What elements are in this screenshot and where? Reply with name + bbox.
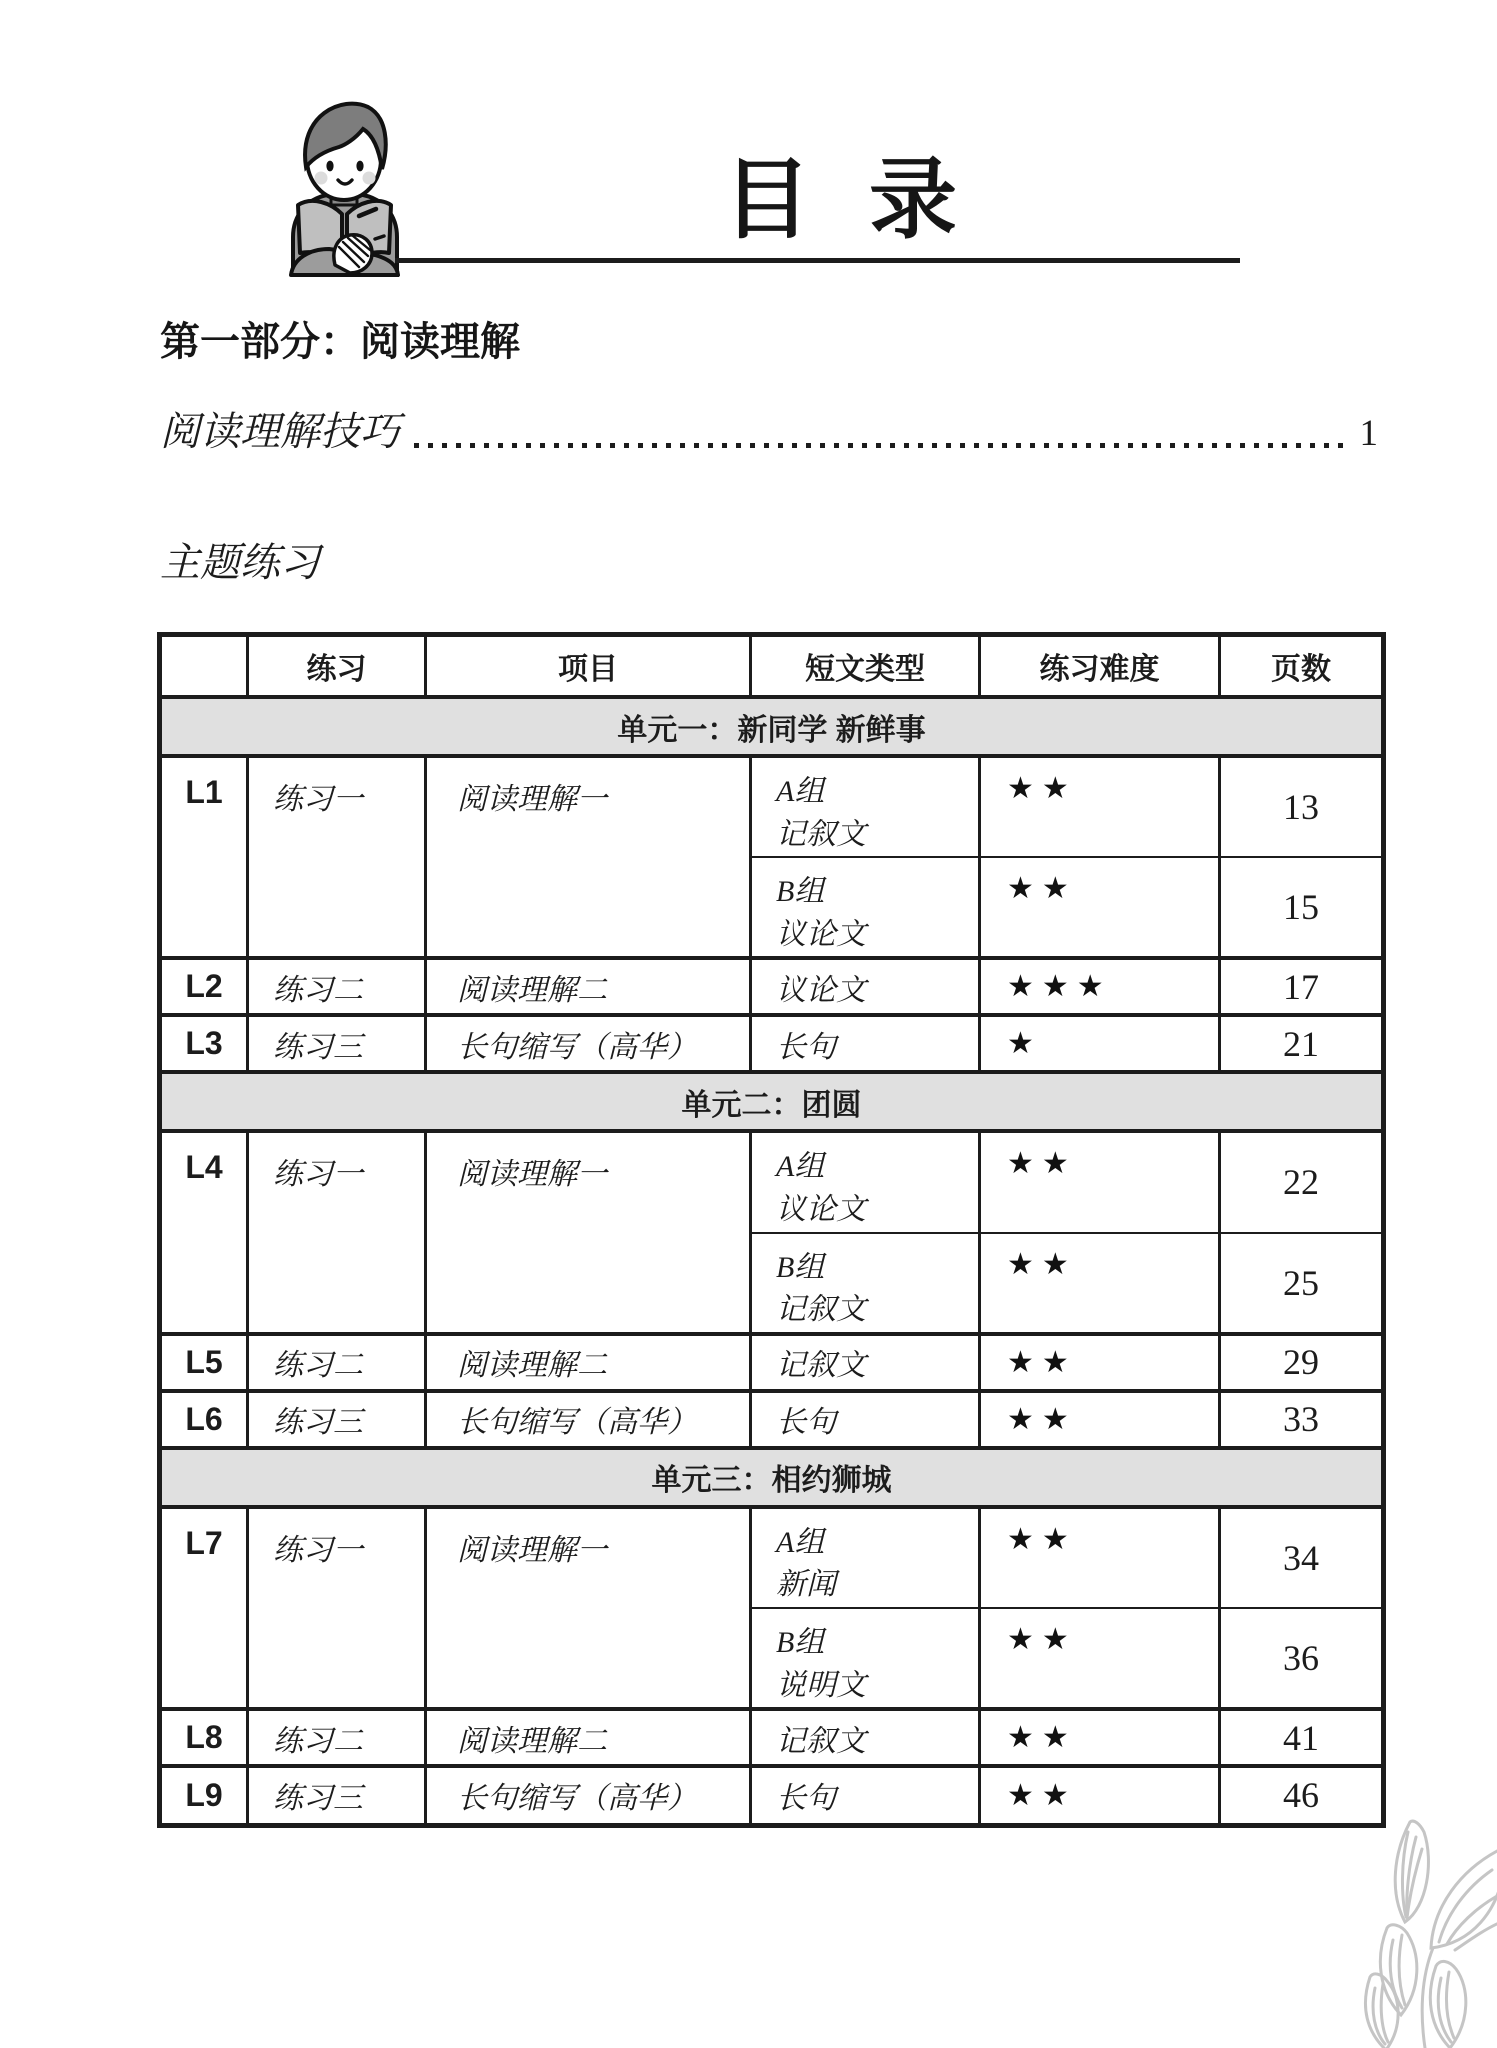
difficulty-cell [980, 1608, 1220, 1709]
table-row [160, 1015, 1384, 1072]
genre-group: B组 [776, 1250, 825, 1284]
difficulty-cell [980, 1507, 1220, 1608]
lesson-id-cell: L1 [160, 756, 248, 958]
genre-cell: 议论文 [751, 958, 980, 1015]
item-cell: 阅读理解一 [426, 1507, 751, 1709]
difficulty-cell [980, 756, 1220, 857]
page-number-cell: 41 [1220, 1709, 1384, 1766]
difficulty-stars: ★★ [1007, 1401, 1077, 1437]
table-row [160, 1334, 1384, 1391]
difficulty-cell [980, 1766, 1220, 1825]
lesson-id-cell: L3 [160, 1015, 248, 1072]
exercise-cell: 练习二 [248, 1334, 426, 1391]
difficulty-stars: ★★ [1007, 1344, 1077, 1380]
item-cell: 阅读理解一 [426, 756, 751, 958]
exercise-cell: 练习一 [248, 1131, 426, 1333]
unit-header-row [160, 697, 1384, 756]
difficulty-stars: ★★ [1007, 871, 1077, 907]
genre-group: B组 [776, 1625, 825, 1659]
toc-dot-leader [414, 408, 1352, 448]
genre-group: B组 [776, 875, 825, 909]
lesson-id-cell: L6 [160, 1391, 248, 1448]
column-header-exercise: 练习 [248, 635, 426, 698]
genre-cell [751, 1233, 980, 1334]
column-header-genre: 短文类型 [751, 635, 980, 698]
table-header-row [160, 635, 1384, 698]
lesson-id-cell: L2 [160, 958, 248, 1015]
item-cell: 阅读理解二 [426, 958, 751, 1015]
lesson-id-cell: L4 [160, 1131, 248, 1333]
column-header-difficulty: 练习难度 [980, 635, 1220, 698]
page-number-cell: 15 [1220, 857, 1384, 958]
unit-header-row [160, 1072, 1384, 1131]
genre-group: A组 [776, 1525, 825, 1559]
page-number-cell: 36 [1220, 1608, 1384, 1709]
page-number-cell: 21 [1220, 1015, 1384, 1072]
table-row [160, 1131, 1384, 1232]
difficulty-cell [980, 1233, 1220, 1334]
lesson-id-cell: L7 [160, 1507, 248, 1709]
column-header-page: 页数 [1220, 635, 1384, 698]
title-underline [395, 258, 1240, 263]
genre-cell [751, 1507, 980, 1608]
difficulty-cell [980, 1391, 1220, 1448]
toc-entry [160, 408, 1378, 455]
page-number-cell: 29 [1220, 1334, 1384, 1391]
difficulty-cell [980, 1015, 1220, 1072]
difficulty-cell [980, 857, 1220, 958]
genre-cell [751, 1608, 980, 1709]
genre-type: 议论文 [776, 917, 866, 951]
genre-type: 议论文 [776, 1192, 866, 1226]
column-header-blank [160, 635, 248, 698]
lesson-id-cell: L8 [160, 1709, 248, 1766]
difficulty-stars: ★★ [1007, 771, 1077, 806]
difficulty-stars: ★★ [1007, 1146, 1077, 1182]
genre-cell [751, 1131, 980, 1232]
item-cell: 长句缩写（高华） [426, 1015, 751, 1072]
genre-group: A组 [776, 775, 825, 808]
exercise-cell: 练习三 [248, 1015, 426, 1072]
table-row [160, 1766, 1384, 1825]
genre-cell [751, 857, 980, 958]
difficulty-cell [980, 1131, 1220, 1232]
item-cell: 长句缩写（高华） [426, 1766, 751, 1825]
item-cell: 阅读理解二 [426, 1709, 751, 1766]
exercise-cell: 练习三 [248, 1391, 426, 1448]
page-title [690, 153, 990, 250]
reader-illustration-icon [283, 86, 407, 278]
genre-type: 说明文 [776, 1668, 866, 1702]
difficulty-stars: ★ [1007, 1026, 1042, 1062]
item-cell: 长句缩写（高华） [426, 1391, 751, 1448]
page-number-cell: 13 [1220, 756, 1384, 857]
lesson-id-cell: L9 [160, 1766, 248, 1825]
table-row [160, 1709, 1384, 1766]
exercise-cell: 练习三 [248, 1766, 426, 1825]
table-row [160, 756, 1384, 857]
lesson-id-cell: L5 [160, 1334, 248, 1391]
table-row [160, 958, 1384, 1015]
toc-entry-label: 阅读理解技巧 [160, 409, 400, 454]
genre-cell [751, 756, 980, 857]
exercise-cell: 练习二 [248, 958, 426, 1015]
leaf-watermark-icon [1275, 1816, 1497, 2048]
subheading: 主题练习 [160, 540, 320, 585]
unit-title: 单元二：团圆 [160, 1072, 1384, 1131]
part-heading: 第一部分：阅读理解 [160, 320, 520, 364]
genre-type: 记叙文 [776, 817, 866, 851]
difficulty-stars: ★★ [1007, 1621, 1077, 1657]
difficulty-stars: ★★ [1007, 1246, 1077, 1282]
item-cell: 阅读理解一 [426, 1131, 751, 1333]
unit-title: 单元三：相约狮城 [160, 1448, 1384, 1507]
difficulty-stars: ★★★ [1007, 969, 1112, 1005]
page-number-cell: 33 [1220, 1391, 1384, 1448]
difficulty-stars: ★★ [1007, 1777, 1077, 1813]
page-number-cell: 34 [1220, 1507, 1384, 1608]
difficulty-stars: ★★ [1007, 1720, 1077, 1756]
genre-type: 新闻 [776, 1568, 836, 1602]
page-title-char: 目 [722, 153, 811, 250]
genre-group: A组 [776, 1150, 825, 1184]
column-header-item: 项目 [426, 635, 751, 698]
genre-cell: 记叙文 [751, 1709, 980, 1766]
contents-table [157, 632, 1386, 1828]
genre-cell: 长句 [751, 1766, 980, 1825]
page-number-cell: 17 [1220, 958, 1384, 1015]
difficulty-cell [980, 958, 1220, 1015]
exercise-cell: 练习二 [248, 1709, 426, 1766]
page-number-cell: 46 [1220, 1766, 1384, 1825]
item-cell: 阅读理解二 [426, 1334, 751, 1391]
genre-cell: 长句 [751, 1391, 980, 1448]
table-row [160, 1507, 1384, 1608]
genre-type: 记叙文 [776, 1293, 866, 1327]
difficulty-stars: ★★ [1007, 1521, 1077, 1557]
page-number-cell: 25 [1220, 1233, 1384, 1334]
page-title-char: 录 [869, 153, 958, 250]
unit-header-row [160, 1448, 1384, 1507]
toc-entry-page-number: 1 [1359, 413, 1378, 455]
genre-cell: 记叙文 [751, 1334, 980, 1391]
difficulty-cell [980, 1709, 1220, 1766]
table-row [160, 1391, 1384, 1448]
exercise-cell: 练习一 [248, 756, 426, 958]
exercise-cell: 练习一 [248, 1507, 426, 1709]
unit-title: 单元一：新同学 新鲜事 [160, 697, 1384, 756]
page-number-cell: 22 [1220, 1131, 1384, 1232]
genre-cell: 长句 [751, 1015, 980, 1072]
difficulty-cell [980, 1334, 1220, 1391]
